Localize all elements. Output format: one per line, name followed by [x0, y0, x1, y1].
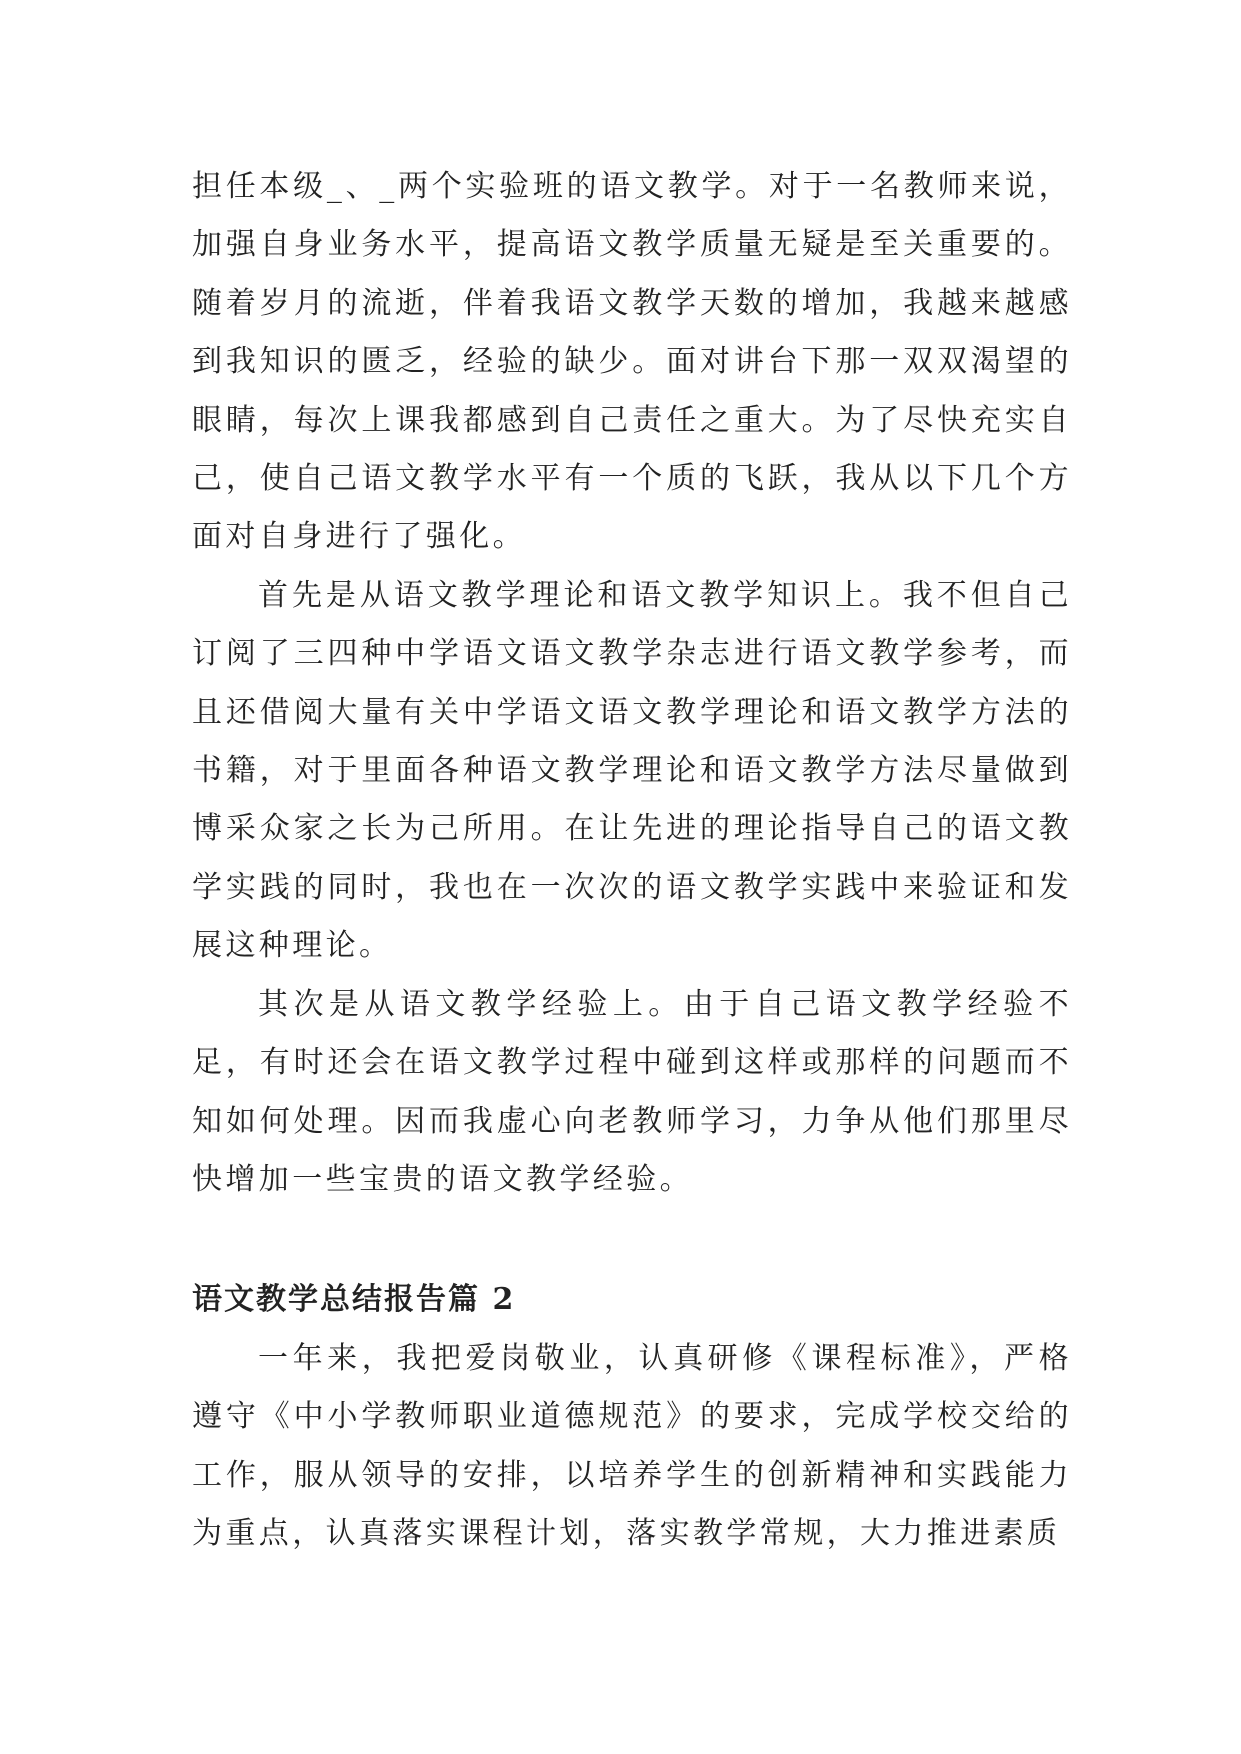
paragraph-continuation: 担任本级_、_两个实验班的语文教学。对于一名教师来说，加强自身业务水平，提高语文教学质量无疑是至关重要的。随着岁月的流逝，伴着我语文教学天数的增加，我越来越感到我知识的匮乏，经验的缺少。面对讲台下那一双双渴望的眼睛，每次上课我都感到自己责任之重大。为了尽快充实自己，使自己语文教学水平有一个质的飞跃，我从以下几个方面对自身进行了强化。 [192, 169, 1072, 555]
paragraph-teaching-theory: 首先是从语文教学理论和语文教学知识上。我不但自己订阅了三四种中学语文语文教学杂志进行语文教学参考，而且还借阅大量有关中学语文语文教学理论和语文教学方法的书籍，对于里面各种语文教学理论和语文教学方法尽量做到博采众家之长为己所用。在让先进的理论指导自己的语文教学实践的同时，我也在一次次的语文教学实践中来验证和发展这种理论。 [192, 577, 1072, 964]
paragraph-section2-intro: 一年来，我把爱岗敬业，认真研修《课程标准》，严格遵守《中小学教师职业道德规范》的要求，完成学校交给的工作，服从领导的安排，以培养学生的创新精神和实践能力为重点，认真落实课程计划，落实教学常规，大力推进素质 [192, 1340, 1072, 1551]
paragraph-teaching-experience: 其次是从语文教学经验上。由于自己语文教学经验不足，有时还会在语文教学过程中碰到这样或那样的问题而不知如何处理。因而我虚心向老教师学习，力争从他们那里尽快增加一些宝贵的语文教学经验。 [192, 986, 1072, 1197]
document-body [192, 158, 1072, 1563]
section-heading: 语文教学总结报告篇 2 [192, 1282, 516, 1318]
